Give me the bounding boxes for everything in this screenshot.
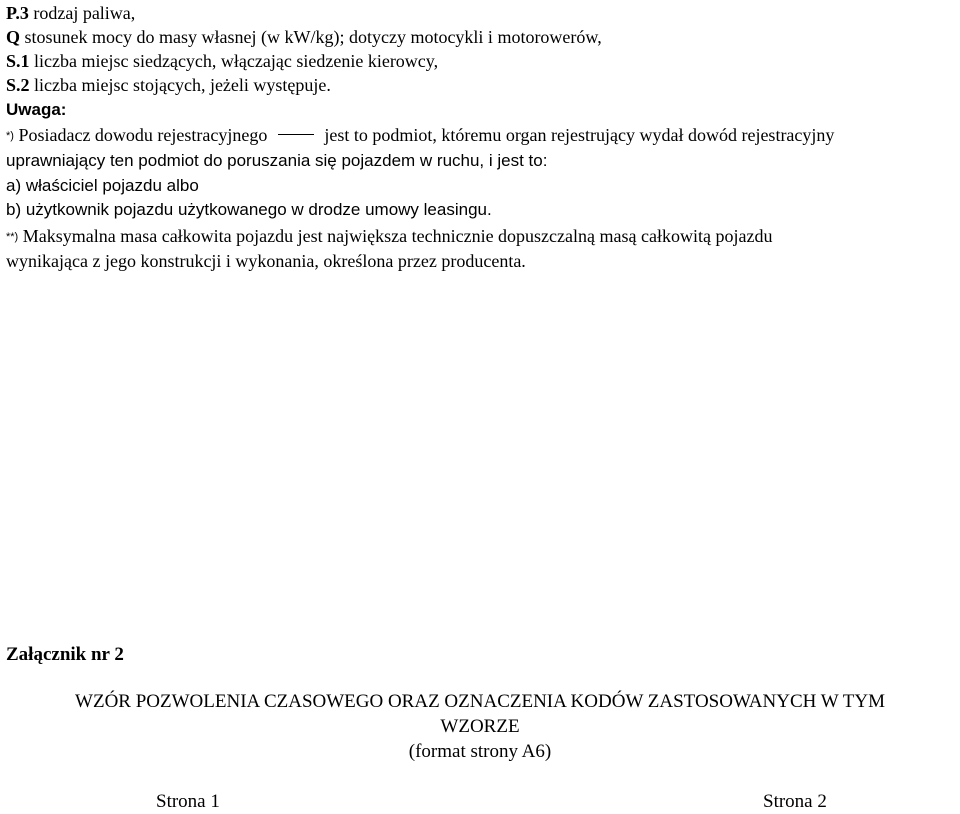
annex-heading-line-1: WZÓR POZWOLENIA CZASOWEGO ORAZ OZNACZENIA KODÓW ZASTOSOWANYCH W TYM xyxy=(75,691,885,712)
footnote-mark: *) xyxy=(6,130,14,142)
annex-title: Załącznik nr 2 xyxy=(6,644,124,665)
note-1-line-2: uprawniający ten podmiot do poruszania się pojazdem w ruchu, i jest to: xyxy=(6,151,548,170)
note-1-rest: jest to podmiot, któremu organ rejestrujący wydał dowód rejestracyjny xyxy=(319,125,835,145)
note-1-item-b: b) użytkownik pojazdu użytkowanego w drodze umowy leasingu. xyxy=(6,200,492,219)
annex-format: (format strony A6) xyxy=(408,741,552,762)
note-2-line-1 xyxy=(6,224,772,249)
page-label-right: Strona 2 xyxy=(763,791,827,812)
page-label-left: Strona 1 xyxy=(156,791,220,812)
note-1-lead: Posiadacz dowodu rejestracyjnego xyxy=(13,125,272,145)
note-2-text: Maksymalna masa całkowita pojazdu jest największa technicznie dopuszczalną masą całkowitą pojazdu xyxy=(18,226,773,246)
notes-heading: Uwaga: xyxy=(6,100,67,119)
legend-text: liczba miejsc siedzących, włączając siedzenie kierowcy, xyxy=(29,51,439,71)
footnote-mark: **) xyxy=(6,231,19,243)
legend-text: stosunek mocy do masy własnej (w kW/kg); dotyczy motocykli i motorowerów, xyxy=(20,27,602,47)
legend-text: liczba miejsc stojących, jeżeli występuje. xyxy=(29,75,331,95)
legend-code: Q xyxy=(6,27,21,47)
annex-heading-line-2: WZORZE xyxy=(440,716,520,737)
note-1-line-1 xyxy=(6,123,834,148)
legend-item-s1 xyxy=(6,49,438,73)
legend-item-p3 xyxy=(6,1,135,25)
legend-item-q xyxy=(6,25,602,49)
legend-code: S.2 xyxy=(6,75,30,95)
legend-text: rodzaj paliwa, xyxy=(28,3,136,23)
legend-code: P.3 xyxy=(6,3,29,23)
note-1-item-a: a) właściciel pojazdu albo xyxy=(6,176,199,195)
legend-item-s2 xyxy=(6,73,331,97)
legend-code: S.1 xyxy=(6,51,30,71)
em-dash xyxy=(278,134,314,135)
note-2-line-2: wynikająca z jego konstrukcji i wykonania, określona przez producenta. xyxy=(6,251,526,271)
